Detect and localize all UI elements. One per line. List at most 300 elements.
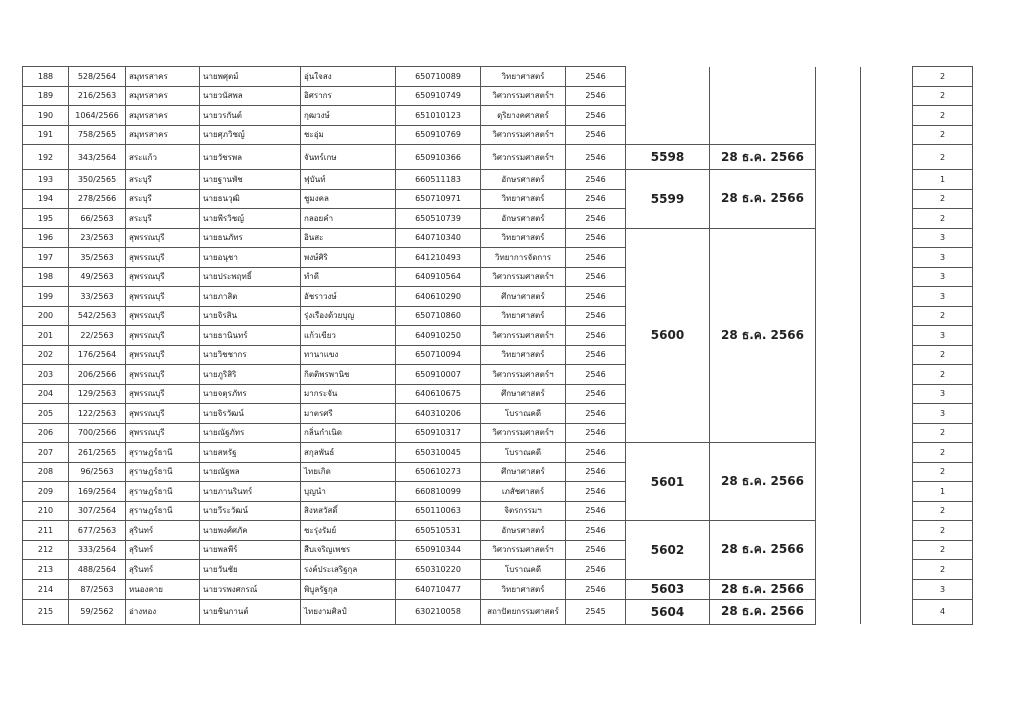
province-cell: สุพรรณบุรี (126, 228, 200, 248)
empty-cell (710, 86, 816, 106)
empty-cell (816, 106, 861, 126)
birth-year-cell: 2546 (566, 326, 626, 346)
birth-year-cell: 2546 (566, 306, 626, 326)
first-name-cell: นายฐานพัช (200, 170, 301, 190)
count-cell: 3 (913, 384, 973, 404)
issue-date-cell: 28 ธ.ค. 2566 (710, 170, 816, 229)
count-cell: 2 (913, 125, 973, 145)
birth-year-cell: 2546 (566, 365, 626, 385)
birth-year-cell: 2546 (566, 209, 626, 229)
reference-number-cell: 528/2564 (69, 67, 126, 87)
row-number-cell: 190 (23, 106, 69, 126)
student-id-cell: 650910749 (396, 86, 481, 106)
student-id-cell: 640710340 (396, 228, 481, 248)
first-name-cell: นายณัฐพล (200, 462, 301, 482)
empty-cell (626, 125, 710, 145)
first-name-cell: นายวรพงศกรณ์ (200, 579, 301, 599)
last-name-cell: ชูมงคล (301, 189, 396, 209)
faculty-cell: ศึกษาศาสตร์ (481, 384, 566, 404)
row-number-cell: 213 (23, 560, 69, 580)
first-name-cell: นายวนัสพล (200, 86, 301, 106)
student-id-cell: 641210493 (396, 248, 481, 268)
first-name-cell: นายจิรวัฒน์ (200, 404, 301, 424)
empty-cell (861, 170, 913, 229)
reference-number-cell: 307/2564 (69, 501, 126, 521)
empty-cell (861, 443, 913, 521)
reference-number-cell: 488/2564 (69, 560, 126, 580)
first-name-cell: นายวิชชากร (200, 345, 301, 365)
province-cell: สมุทรสาคร (126, 125, 200, 145)
faculty-cell: ศึกษาศาสตร์ (481, 462, 566, 482)
empty-cell (861, 86, 913, 106)
first-name-cell: นายพลพีร์ (200, 540, 301, 560)
first-name-cell: นายจิรสิน (200, 306, 301, 326)
faculty-cell: โบราณคดี (481, 560, 566, 580)
province-cell: สุพรรณบุรี (126, 384, 200, 404)
count-cell: 3 (913, 579, 973, 599)
birth-year-cell: 2546 (566, 228, 626, 248)
count-cell: 2 (913, 501, 973, 521)
student-id-cell: 660810099 (396, 482, 481, 502)
student-id-cell: 650110063 (396, 501, 481, 521)
reference-number-cell: 23/2563 (69, 228, 126, 248)
student-id-cell: 640910250 (396, 326, 481, 346)
count-cell: 2 (913, 209, 973, 229)
book-number-cell: 5600 (626, 228, 710, 443)
birth-year-cell: 2546 (566, 67, 626, 87)
student-id-cell: 650310045 (396, 443, 481, 463)
reference-number-cell: 96/2563 (69, 462, 126, 482)
last-name-cell: สืบเจริญเพชร (301, 540, 396, 560)
first-name-cell: นายพศุตม์ (200, 67, 301, 87)
row-number-cell: 205 (23, 404, 69, 424)
row-number-cell: 201 (23, 326, 69, 346)
count-cell: 2 (913, 365, 973, 385)
last-name-cell: ชะรุ่งรัมย์ (301, 521, 396, 541)
last-name-cell: กลิ่นกำเนิด (301, 423, 396, 443)
row-number-cell: 192 (23, 145, 69, 170)
last-name-cell: รงค์ประเสริฐกุล (301, 560, 396, 580)
last-name-cell: ฟุบันท์ (301, 170, 396, 190)
empty-cell (861, 599, 913, 624)
student-id-cell: 650910007 (396, 365, 481, 385)
row-number-cell: 196 (23, 228, 69, 248)
first-name-cell: นายพีรวิชญ์ (200, 209, 301, 229)
birth-year-cell: 2546 (566, 287, 626, 307)
province-cell: สุพรรณบุรี (126, 365, 200, 385)
count-cell: 2 (913, 106, 973, 126)
province-cell: สุพรรณบุรี (126, 404, 200, 424)
empty-cell (861, 125, 913, 145)
province-cell: สุพรรณบุรี (126, 267, 200, 287)
birth-year-cell: 2546 (566, 384, 626, 404)
reference-number-cell: 333/2564 (69, 540, 126, 560)
row-number-cell: 212 (23, 540, 69, 560)
last-name-cell: สิงหสวัสดิ์ (301, 501, 396, 521)
book-number-cell: 5601 (626, 443, 710, 521)
faculty-cell: โบราณคดี (481, 443, 566, 463)
first-name-cell: นายพงศ์ศภัค (200, 521, 301, 541)
empty-cell (816, 443, 861, 521)
student-id-cell: 640310206 (396, 404, 481, 424)
reference-number-cell: 35/2563 (69, 248, 126, 268)
last-name-cell: อินสะ (301, 228, 396, 248)
province-cell: สมุทรสาคร (126, 86, 200, 106)
faculty-cell: วิศวกรรมศาสตร์ฯ (481, 540, 566, 560)
empty-cell (861, 67, 913, 87)
empty-cell (626, 67, 710, 87)
province-cell: สุพรรณบุรี (126, 306, 200, 326)
empty-cell (710, 67, 816, 87)
table-row (23, 125, 973, 145)
faculty-cell: วิทยาศาสตร์ (481, 579, 566, 599)
first-name-cell: นายชินกานต์ (200, 599, 301, 624)
birth-year-cell: 2546 (566, 145, 626, 170)
row-number-cell: 189 (23, 86, 69, 106)
reference-number-cell: 700/2566 (69, 423, 126, 443)
birth-year-cell: 2546 (566, 125, 626, 145)
book-number-cell: 5603 (626, 579, 710, 599)
student-id-cell: 650910769 (396, 125, 481, 145)
last-name-cell: อิศรากร (301, 86, 396, 106)
empty-cell (861, 228, 913, 443)
reference-number-cell: 350/2565 (69, 170, 126, 190)
student-id-cell: 660511183 (396, 170, 481, 190)
row-number-cell: 202 (23, 345, 69, 365)
province-cell: สุราษฎร์ธานี (126, 443, 200, 463)
last-name-cell: ชะอุ่ม (301, 125, 396, 145)
reference-number-cell: 22/2563 (69, 326, 126, 346)
student-id-cell: 650710094 (396, 345, 481, 365)
first-name-cell: นายภาสิต (200, 287, 301, 307)
row-number-cell: 197 (23, 248, 69, 268)
table-row (23, 228, 973, 248)
last-name-cell: กลอยคำ (301, 209, 396, 229)
row-number-cell: 200 (23, 306, 69, 326)
faculty-cell: วิศวกรรมศาสตร์ฯ (481, 365, 566, 385)
count-cell: 3 (913, 404, 973, 424)
faculty-cell: ศึกษาศาสตร์ (481, 287, 566, 307)
province-cell: สุพรรณบุรี (126, 248, 200, 268)
count-cell: 3 (913, 267, 973, 287)
student-id-cell: 650610273 (396, 462, 481, 482)
province-cell: สระบุรี (126, 209, 200, 229)
count-cell: 2 (913, 345, 973, 365)
row-number-cell: 214 (23, 579, 69, 599)
birth-year-cell: 2545 (566, 599, 626, 624)
count-cell: 2 (913, 189, 973, 209)
record-table (22, 66, 973, 625)
province-cell: สุราษฎร์ธานี (126, 482, 200, 502)
empty-cell (816, 170, 861, 229)
province-cell: สระบุรี (126, 170, 200, 190)
row-number-cell: 211 (23, 521, 69, 541)
table-row (23, 443, 973, 463)
first-name-cell: นายภูริสิริ (200, 365, 301, 385)
faculty-cell: วิศวกรรมศาสตร์ฯ (481, 125, 566, 145)
student-id-cell: 650510531 (396, 521, 481, 541)
empty-cell (861, 579, 913, 599)
reference-number-cell: 758/2565 (69, 125, 126, 145)
last-name-cell: มาตรศรี (301, 404, 396, 424)
issue-date-cell: 28 ธ.ค. 2566 (710, 521, 816, 580)
student-id-cell: 650910344 (396, 540, 481, 560)
count-cell: 2 (913, 560, 973, 580)
row-number-cell: 194 (23, 189, 69, 209)
table-row (23, 579, 973, 599)
reference-number-cell: 206/2566 (69, 365, 126, 385)
first-name-cell: นายณัฐภัทร (200, 423, 301, 443)
birth-year-cell: 2546 (566, 482, 626, 502)
birth-year-cell: 2546 (566, 501, 626, 521)
reference-number-cell: 261/2565 (69, 443, 126, 463)
province-cell: สุราษฎร์ธานี (126, 462, 200, 482)
book-number-cell: 5602 (626, 521, 710, 580)
faculty-cell: วิศวกรรมศาสตร์ฯ (481, 423, 566, 443)
table-row (23, 106, 973, 126)
student-id-cell: 650510739 (396, 209, 481, 229)
reference-number-cell: 49/2563 (69, 267, 126, 287)
empty-cell (861, 106, 913, 126)
province-cell: สมุทรสาคร (126, 67, 200, 87)
student-id-cell: 650310220 (396, 560, 481, 580)
reference-number-cell: 542/2563 (69, 306, 126, 326)
first-name-cell: นายธนภัทร (200, 228, 301, 248)
empty-cell (816, 67, 861, 87)
reference-number-cell: 278/2566 (69, 189, 126, 209)
table-row (23, 521, 973, 541)
empty-cell (816, 579, 861, 599)
table-row (23, 86, 973, 106)
birth-year-cell: 2546 (566, 521, 626, 541)
birth-year-cell: 2546 (566, 462, 626, 482)
table-row (23, 599, 973, 624)
student-id-cell: 650710089 (396, 67, 481, 87)
province-cell: สุราษฎร์ธานี (126, 501, 200, 521)
reference-number-cell: 129/2563 (69, 384, 126, 404)
last-name-cell: พงษ์ศิริ (301, 248, 396, 268)
count-cell: 3 (913, 326, 973, 346)
first-name-cell: นายอนุชา (200, 248, 301, 268)
faculty-cell: อักษรศาสตร์ (481, 209, 566, 229)
birth-year-cell: 2546 (566, 345, 626, 365)
province-cell: สุรินทร์ (126, 521, 200, 541)
reference-number-cell: 87/2563 (69, 579, 126, 599)
count-cell: 2 (913, 86, 973, 106)
first-name-cell: นายภานรินทร์ (200, 482, 301, 502)
reference-number-cell: 122/2563 (69, 404, 126, 424)
count-cell: 2 (913, 306, 973, 326)
issue-date-cell: 28 ธ.ค. 2566 (710, 228, 816, 443)
province-cell: สระบุรี (126, 189, 200, 209)
first-name-cell: นายธานินทร์ (200, 326, 301, 346)
faculty-cell: วิทยาศาสตร์ (481, 306, 566, 326)
empty-cell (710, 106, 816, 126)
count-cell: 1 (913, 170, 973, 190)
faculty-cell: อักษรศาสตร์ (481, 170, 566, 190)
first-name-cell: นายจตุรภัทร (200, 384, 301, 404)
count-cell: 2 (913, 145, 973, 170)
count-cell: 2 (913, 423, 973, 443)
birth-year-cell: 2546 (566, 106, 626, 126)
issue-date-cell: 28 ธ.ค. 2566 (710, 443, 816, 521)
faculty-cell: วิศวกรรมศาสตร์ฯ (481, 267, 566, 287)
book-number-cell: 5599 (626, 170, 710, 229)
count-cell: 2 (913, 443, 973, 463)
reference-number-cell: 216/2563 (69, 86, 126, 106)
faculty-cell: วิทยาการจัดการ (481, 248, 566, 268)
student-id-cell: 640610290 (396, 287, 481, 307)
birth-year-cell: 2546 (566, 443, 626, 463)
birth-year-cell: 2546 (566, 423, 626, 443)
issue-date-cell: 28 ธ.ค. 2566 (710, 145, 816, 170)
row-number-cell: 208 (23, 462, 69, 482)
reference-number-cell: 66/2563 (69, 209, 126, 229)
issue-date-cell: 28 ธ.ค. 2566 (710, 599, 816, 624)
student-id-cell: 650710971 (396, 189, 481, 209)
faculty-cell: ดุริยางคศาสตร์ (481, 106, 566, 126)
student-id-cell: 640910564 (396, 267, 481, 287)
last-name-cell: กุฒวงษ์ (301, 106, 396, 126)
first-name-cell: นายสหรัฐ (200, 443, 301, 463)
first-name-cell: นายธนวุฒิ (200, 189, 301, 209)
student-id-cell: 640710477 (396, 579, 481, 599)
row-number-cell: 198 (23, 267, 69, 287)
row-number-cell: 207 (23, 443, 69, 463)
faculty-cell: วิศวกรรมศาสตร์ฯ (481, 145, 566, 170)
issue-date-cell: 28 ธ.ค. 2566 (710, 579, 816, 599)
birth-year-cell: 2546 (566, 404, 626, 424)
student-id-cell: 650710860 (396, 306, 481, 326)
first-name-cell: นายประพฤทธิ์ (200, 267, 301, 287)
province-cell: หนองคาย (126, 579, 200, 599)
reference-number-cell: 33/2563 (69, 287, 126, 307)
reference-number-cell: 677/2563 (69, 521, 126, 541)
faculty-cell: วิศวกรรมศาสตร์ฯ (481, 86, 566, 106)
empty-cell (816, 521, 861, 580)
row-number-cell: 206 (23, 423, 69, 443)
count-cell: 4 (913, 599, 973, 624)
row-number-cell: 210 (23, 501, 69, 521)
empty-cell (816, 145, 861, 170)
row-number-cell: 199 (23, 287, 69, 307)
faculty-cell: จิตรกรรมฯ (481, 501, 566, 521)
birth-year-cell: 2546 (566, 170, 626, 190)
last-name-cell: มากระจัน (301, 384, 396, 404)
birth-year-cell: 2546 (566, 86, 626, 106)
province-cell: สุรินทร์ (126, 540, 200, 560)
row-number-cell: 191 (23, 125, 69, 145)
birth-year-cell: 2546 (566, 267, 626, 287)
first-name-cell: นายวรกันต์ (200, 106, 301, 126)
birth-year-cell: 2546 (566, 189, 626, 209)
empty-cell (861, 145, 913, 170)
table-row (23, 145, 973, 170)
table-row (23, 67, 973, 87)
last-name-cell: กิตติพรพานิช (301, 365, 396, 385)
student-id-cell: 640610675 (396, 384, 481, 404)
row-number-cell: 193 (23, 170, 69, 190)
empty-cell (816, 125, 861, 145)
count-cell: 2 (913, 521, 973, 541)
row-number-cell: 188 (23, 67, 69, 87)
count-cell: 2 (913, 67, 973, 87)
row-number-cell: 204 (23, 384, 69, 404)
reference-number-cell: 169/2564 (69, 482, 126, 502)
last-name-cell: จันทร์เกษ (301, 145, 396, 170)
count-cell: 3 (913, 228, 973, 248)
empty-cell (816, 599, 861, 624)
faculty-cell: วิศวกรรมศาสตร์ฯ (481, 326, 566, 346)
student-id-cell: 650910317 (396, 423, 481, 443)
reference-number-cell: 176/2564 (69, 345, 126, 365)
last-name-cell: บุญนำ (301, 482, 396, 502)
province-cell: สุพรรณบุรี (126, 326, 200, 346)
last-name-cell: ไทยเกิด (301, 462, 396, 482)
faculty-cell: วิทยาศาสตร์ (481, 67, 566, 87)
faculty-cell: วิทยาศาสตร์ (481, 345, 566, 365)
reference-number-cell: 343/2564 (69, 145, 126, 170)
empty-cell (626, 86, 710, 106)
province-cell: สระแก้ว (126, 145, 200, 170)
row-number-cell: 215 (23, 599, 69, 624)
last-name-cell: อุ่นใจสง (301, 67, 396, 87)
faculty-cell: สถาปัตยกรรมศาสตร์ (481, 599, 566, 624)
row-number-cell: 209 (23, 482, 69, 502)
birth-year-cell: 2546 (566, 579, 626, 599)
faculty-cell: วิทยาศาสตร์ (481, 228, 566, 248)
count-cell: 2 (913, 462, 973, 482)
last-name-cell: สกุลพันธ์ (301, 443, 396, 463)
last-name-cell: พิบูลรัฐกุล (301, 579, 396, 599)
student-id-cell: 650910366 (396, 145, 481, 170)
count-cell: 3 (913, 287, 973, 307)
birth-year-cell: 2546 (566, 540, 626, 560)
student-id-cell: 630210058 (396, 599, 481, 624)
first-name-cell: นายวัชรพล (200, 145, 301, 170)
book-number-cell: 5604 (626, 599, 710, 624)
empty-cell (710, 125, 816, 145)
province-cell: อ่างทอง (126, 599, 200, 624)
last-name-cell: ทานาแขง (301, 345, 396, 365)
faculty-cell: วิทยาศาสตร์ (481, 189, 566, 209)
book-number-cell: 5598 (626, 145, 710, 170)
first-name-cell: นายวันชัย (200, 560, 301, 580)
table-row (23, 170, 973, 190)
count-cell: 2 (913, 540, 973, 560)
count-cell: 3 (913, 248, 973, 268)
province-cell: สุรินทร์ (126, 560, 200, 580)
first-name-cell: นายศุภวิชญ์ (200, 125, 301, 145)
last-name-cell: แก้วเขียว (301, 326, 396, 346)
row-number-cell: 195 (23, 209, 69, 229)
birth-year-cell: 2546 (566, 560, 626, 580)
province-cell: สุพรรณบุรี (126, 287, 200, 307)
count-cell: 1 (913, 482, 973, 502)
province-cell: สุพรรณบุรี (126, 345, 200, 365)
reference-number-cell: 59/2562 (69, 599, 126, 624)
empty-cell (861, 521, 913, 580)
empty-cell (626, 106, 710, 126)
last-name-cell: รุ่งเรืองด้วยบุญ (301, 306, 396, 326)
province-cell: สุพรรณบุรี (126, 423, 200, 443)
faculty-cell: อักษรศาสตร์ (481, 521, 566, 541)
row-number-cell: 203 (23, 365, 69, 385)
reference-number-cell: 1064/2566 (69, 106, 126, 126)
empty-cell (816, 228, 861, 443)
last-name-cell: อัชราวงษ์ (301, 287, 396, 307)
student-id-cell: 651010123 (396, 106, 481, 126)
